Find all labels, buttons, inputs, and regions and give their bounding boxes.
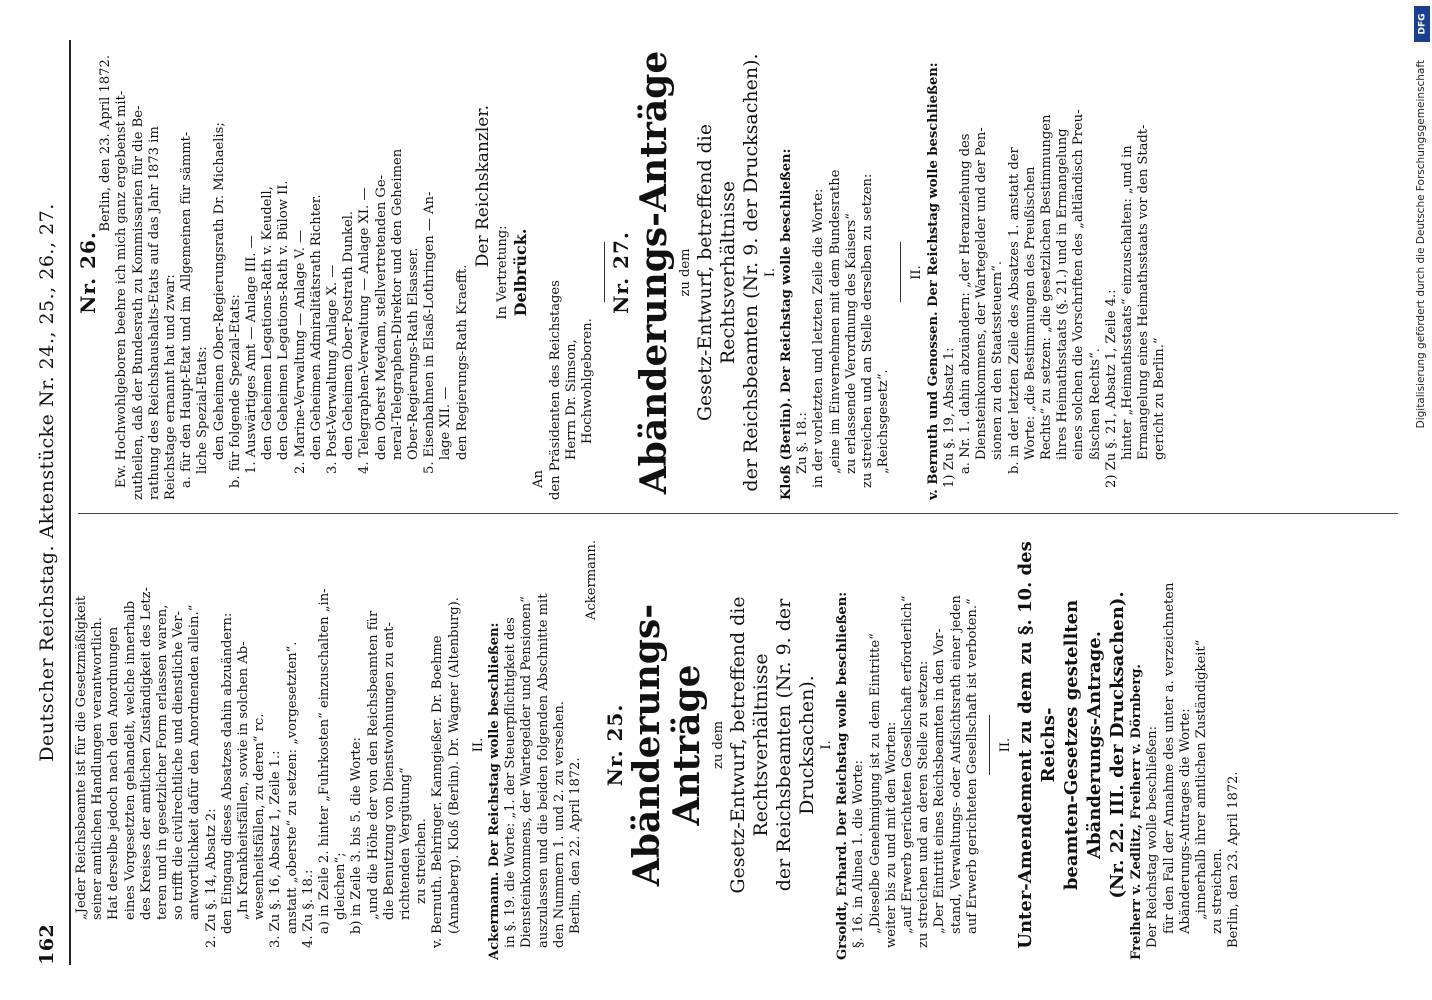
text-line: „auf Erwerb gerichteten Gesellschaft erforderlich“ bbox=[899, 595, 915, 934]
nr26-body bbox=[114, 45, 470, 500]
text-line: gleichen“; bbox=[333, 852, 349, 920]
text-line: Hochwohlgeboren. bbox=[580, 318, 596, 444]
text-line: b) in Zeile 3. bis 5. die Worte: bbox=[349, 737, 365, 934]
text-line: 3. Zu §. 16, Absatz 1, Zeile 1.: bbox=[268, 750, 284, 948]
text-line: sionen zu den Staatssteuern“. bbox=[990, 260, 1006, 460]
text-line: v. Bernuth. Behringer. Kanngießer. Dr. Boehme bbox=[430, 635, 446, 948]
text-line: a. Nr. 1. dahin abzuändern: „der Heranziehung des bbox=[957, 133, 973, 474]
text-line: ßischen Rechts“. bbox=[1087, 348, 1103, 460]
nr25-part-2 bbox=[1129, 530, 1242, 960]
text-line: den Regierungs-Rath Kraefft. bbox=[454, 264, 470, 460]
divider-rule bbox=[989, 715, 990, 775]
nr25-unter-title-3: (Nr. 22. III. der Drucksachen). bbox=[1107, 591, 1129, 899]
text-line: An bbox=[531, 470, 547, 488]
divider-rule bbox=[900, 243, 901, 303]
text-line: auszulassen und die beiden folgenden Abschnitte mit bbox=[535, 593, 551, 948]
nr25-roman-1: I. bbox=[818, 740, 834, 750]
text-line: „Jeder Reichsbeamte ist für die Gesetzmäßigkeit bbox=[74, 595, 89, 920]
nr27-roman-1: I. bbox=[762, 267, 778, 278]
text-line: „eine im Einvernehmen mit dem Bundesrathe bbox=[827, 169, 843, 474]
dfg-logo bbox=[1414, 6, 1430, 42]
text-line: 4. Zu §. 18.: bbox=[300, 869, 316, 948]
page-title: Deutscher Reichstag. Aktenstücke Nr. 24., 25., 26., 27. bbox=[36, 203, 58, 762]
nr24-continuation bbox=[74, 530, 601, 960]
nr26-signer: Delbrück. bbox=[511, 228, 531, 317]
right-column bbox=[74, 45, 1402, 500]
nr26-vertretung: In Vertretung: bbox=[495, 225, 511, 320]
text-line: lage XII. — bbox=[438, 386, 454, 460]
text-line: in der vorletzten und letzten Zeile die Worte: bbox=[811, 188, 827, 488]
nr25-subtitle-2: der Reichsbeamten (Nr. 9. der Drucksachen). bbox=[772, 598, 818, 892]
nr27-part-1 bbox=[779, 45, 892, 500]
text-line: für den Fall der Annahme des unter a. verzeichneten bbox=[1161, 582, 1177, 934]
text-line: 3. Post-Verwaltung Anlage X. — bbox=[325, 264, 341, 474]
nr25-unter-title-2: beamten-Gesetzes gestellten Abänderungs-Antrage. bbox=[1061, 599, 1106, 891]
credit-sidebar bbox=[1408, 0, 1430, 1000]
text-line: 2. Zu §. 14, Absatz 2: bbox=[203, 808, 219, 948]
text-line: den Oberst Meydam, stellvertretenden Ge- bbox=[373, 174, 389, 460]
text-line: zu streichen und an Stelle derselben zu setzen: bbox=[859, 173, 875, 488]
nr25-zu-dem: zu dem bbox=[710, 720, 726, 770]
text-line: Ackermann. bbox=[584, 540, 600, 620]
text-line: 2. Marine-Verwaltung — Anlage V. — bbox=[292, 229, 308, 474]
text-line: richtenden Vergütung“ bbox=[398, 767, 414, 920]
left-column bbox=[74, 530, 1402, 960]
text-line: teren und in gesetzlicher Form erlassen waren, bbox=[155, 604, 171, 920]
divider-rule bbox=[604, 243, 605, 303]
nr25-unter-title-1: Unter-Amendement zu dem zu §. 10. des Reichs- bbox=[1015, 541, 1060, 949]
text-line: zu streichen und an deren Stelle zu setzen: bbox=[916, 660, 932, 948]
nr25-number: Nr. 25. bbox=[602, 703, 627, 787]
text-line: Worte: „die Bestimmungen des Preußischen bbox=[1022, 166, 1038, 460]
nr25-roman-2: II. bbox=[997, 737, 1013, 753]
text-line: zu streichen. bbox=[1210, 848, 1226, 934]
dfg-logo-text: DFG bbox=[1417, 13, 1428, 35]
text-line: den Präsidenten des Reichstages bbox=[547, 280, 563, 500]
text-line: „In Krankheitsfällen, sowie in solchen Ab- bbox=[236, 641, 252, 920]
column-divider bbox=[78, 513, 1398, 514]
text-line: zu streichen. bbox=[414, 818, 430, 904]
text-line: den Geheimen Admiralitätsrath Richter. bbox=[308, 194, 324, 460]
nr25-subtitle-1: Gesetz-Entwurf, betreffend die Rechtsverhältnisse bbox=[726, 596, 772, 894]
text-line: seiner amtlichen Handlungen verantwortlich. bbox=[90, 617, 106, 920]
text-line: Berlin, den 23. April 1872. bbox=[1226, 771, 1242, 948]
text-line: 1. Auswärtiges Amt — Anlage III. — bbox=[244, 235, 260, 474]
text-line: Zu §. 18.: bbox=[795, 412, 811, 474]
nr27-roman-2: II. bbox=[909, 265, 925, 280]
page-number: 162 bbox=[36, 923, 58, 965]
text-line: 4. Telegraphen-Verwaltung — Anlage XI. — bbox=[357, 187, 373, 474]
text-line: „Dieselbe Genehmigung ist zu dem Eintritte“ bbox=[867, 633, 883, 934]
nr26-address bbox=[531, 45, 596, 500]
text-line: Grsoldt, Erhard. Der Reichstag wolle beschließen: bbox=[835, 591, 851, 960]
text-line: Ackermann. Der Reichstag wolle beschließen: bbox=[487, 622, 503, 960]
text-line: zu erlassende Verordnung des Kaisers“ bbox=[843, 213, 859, 474]
nr27-subtitle-2: der Reichsbeamten (Nr. 9. der Drucksachen). bbox=[739, 53, 762, 492]
text-line: Rechts“ zu setzen: „die gesetzlichen Bestimmungen bbox=[1038, 114, 1054, 460]
text-line: a) in Zeile 2. hinter „Fuhrkosten“ einzuschalten „in- bbox=[317, 588, 333, 934]
text-line: neral-Telegraphen-Direktor und den Geheimen bbox=[389, 148, 405, 460]
text-line: den Geheimen Legations-Rath v. Bülow II. bbox=[276, 180, 292, 460]
text-line: „Der Eintritt eines Reichsbeamten in den Vor- bbox=[932, 628, 948, 934]
nr25-part-1 bbox=[835, 530, 981, 960]
text-line: Diensteinkommens, der Wartegelder und Pensionen“ bbox=[519, 596, 535, 948]
text-line: 5. Eisenbahnen in Elsaß-Lothringen — An- bbox=[422, 191, 438, 474]
nr26-date: Berlin, den 23. April 1872. bbox=[98, 55, 114, 232]
text-line: 1) Zu §. 19, Absatz 1: bbox=[941, 347, 957, 488]
text-line: „Reichsgesetz“. bbox=[876, 369, 892, 474]
text-line: in §. 19. die Worte: „1. der Steuerpflichtigkeit des bbox=[503, 617, 519, 948]
text-line: den Nummern 1. und 2. zu versehen. bbox=[551, 701, 567, 948]
nr26-number: Nr. 26. bbox=[76, 231, 100, 314]
text-line: (Annaberg). Kloß (Berlin). Dr. Wagner (Altenburg). bbox=[446, 597, 462, 934]
text-line: hinter „Heimathsstaats“ einzuschalten: „und in bbox=[1119, 145, 1135, 460]
nr27-part-2 bbox=[926, 45, 1169, 500]
text-line: 2) Zu §. 21, Absatz 1, Zeile 4.: bbox=[1103, 289, 1119, 488]
nr27-subtitle-1: Gesetz-Entwurf, betreffend die Rechtsverhältnisse bbox=[693, 123, 739, 422]
text-line: weiter bis zu und mit den Worten: bbox=[883, 721, 899, 948]
text-line: liche Spezial-Etats: bbox=[195, 346, 211, 474]
nr26-closing: Der Reichskanzler. bbox=[472, 105, 493, 268]
text-line: auf Erwerb gerichteten Gesellschaft ist verboten.“ bbox=[964, 598, 980, 934]
text-line: II. bbox=[470, 737, 486, 753]
text-line: b. in der letzten Zeile des Absatzes 1. anstatt der bbox=[1006, 147, 1022, 474]
text-line: b. für folgende Spezial-Etats: bbox=[227, 294, 243, 488]
text-line: Ew. Hochwohlgeboren beehre ich mich ganz ergebenst mit- bbox=[114, 90, 130, 488]
text-line: so trifft die civilrechtliche und dienstliche Ver- bbox=[171, 611, 187, 920]
text-line: Kloß (Berlin). Der Reichstag wolle beschließen: bbox=[778, 148, 794, 500]
running-header bbox=[35, 40, 71, 965]
text-line: Ober-Regierungs-Rath Elsasser. bbox=[406, 247, 422, 460]
nr25-title: Abänderungs-Anträge bbox=[625, 603, 708, 887]
text-line: des Kreises der amtlichen Zuständigkeit des Letz- bbox=[138, 587, 154, 920]
text-line: v. Bernuth und Genossen. Der Reichstag wolle beschließen: bbox=[925, 62, 941, 500]
text-line: eines Vorgesetzten gehandelt, welche innerhalb bbox=[122, 600, 138, 920]
nr27-number: Nr. 27. bbox=[609, 231, 634, 314]
text-line: Reichstage ernannt hat und zwar: bbox=[163, 274, 179, 500]
text-line: den Geheimen Legations-Rath v. Keudell, bbox=[260, 186, 276, 460]
text-line: Hat derselbe jedoch nach den Anordnungen bbox=[106, 626, 122, 920]
nr27-title: Abänderungs-Anträge bbox=[632, 50, 675, 495]
text-line: „innerhalb ihrer amtlichen Zuständigkeit“ bbox=[1193, 639, 1209, 920]
text-line: die Benutzung von Dienstwohnungen zu ent- bbox=[381, 622, 397, 920]
text-line: ihres Heimathsstaats (§. 21.) und in Ermangelung bbox=[1055, 128, 1071, 460]
text-line: Diensteinkommens, der Wartegelder und der Pen- bbox=[974, 127, 990, 460]
text-line: Freiherr v. Zedlitz, Freiherr v. Dörnberg. bbox=[1129, 664, 1145, 960]
text-line: gericht zu Berlin.“ bbox=[1152, 337, 1168, 460]
text-line: den Geheimen Ober-Regierungsrath Dr. Michaelis; bbox=[211, 122, 227, 460]
text-line: Der Reichstag wolle beschließen: bbox=[1145, 725, 1161, 948]
text-line: zutheilen, daß der Bundesrath zu Kommissarien für die Be- bbox=[130, 105, 146, 500]
text-line: den Eingang dieses Absatzes dahin abzuändern: bbox=[219, 612, 235, 934]
credit-text: Digitalisierung gefördert durch die Deutsche Forschungsgemeinschaft bbox=[1415, 60, 1427, 429]
text-line: Ermangelung eines Heimathsstaats vor den Stadt- bbox=[1136, 124, 1152, 460]
text-line: anstatt „oberste“ zu setzen: „vorgesetzten“. bbox=[284, 641, 300, 934]
text-line: a. für den Haupt-Etat und im Allgemeinen für sämmt- bbox=[179, 131, 195, 488]
text-line: den Geheimen Ober-Postrath Dunkel. bbox=[341, 210, 357, 460]
text-line: wesenheitsfällen, zu deren“ rc. bbox=[252, 713, 268, 920]
text-line: §. 16. in Alinea 1. die Worte: bbox=[851, 760, 867, 948]
text-line: antwortlichkeit dafür den Anordnenden allein.“ bbox=[187, 604, 203, 920]
text-line: Abänderungs-Antrages die Worte: bbox=[1177, 708, 1193, 934]
text-line: eines solchen die Vorschriften des „altländisch Preu- bbox=[1071, 109, 1087, 460]
nr27-zu-dem: zu dem bbox=[677, 248, 693, 297]
text-line: „und die Höhe der von den Reichsbeamten für bbox=[365, 610, 381, 920]
text-line bbox=[463, 530, 471, 960]
text-line: stand, Verwaltungs- oder Aufsichtsrath einer jeden bbox=[948, 595, 964, 934]
text-line: Berlin, den 22. April 1872. bbox=[568, 757, 584, 934]
text-line: rathung des Reichshaushalts-Etats auf das Jahr 1873 im bbox=[146, 126, 162, 500]
text-line: Herrn Dr. Simson, bbox=[563, 339, 579, 460]
